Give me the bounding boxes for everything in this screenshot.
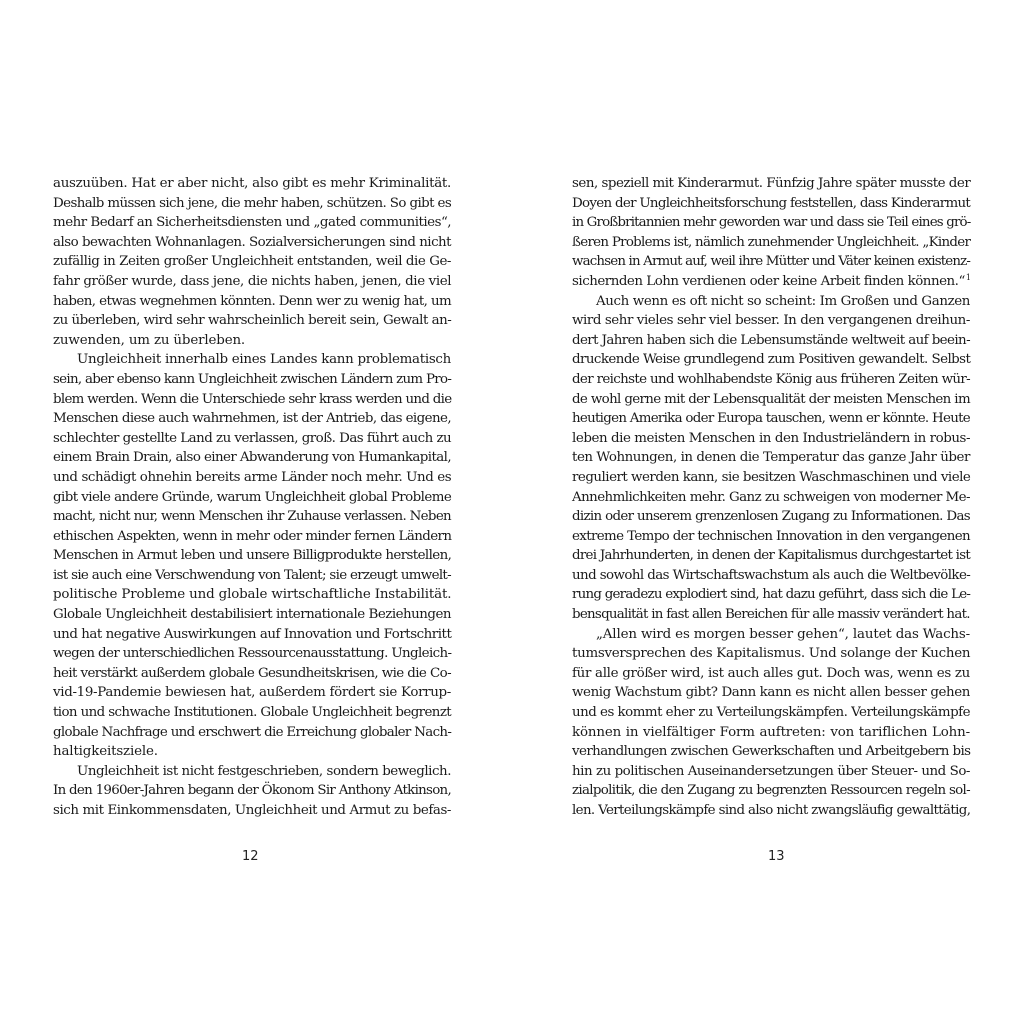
text-line-content: ist sie auch eine Verschwendung von Talent; sie erzeugt umwelt-: [53, 567, 451, 583]
text-line-content: und es kommt eher zu Verteilungskämpfen. Verteilungskämpfe: [572, 705, 970, 721]
text-line: [572, 703, 970, 723]
text-line-content: tion und schwache Institutionen. Globale Ungleichheit begrenzt: [53, 705, 452, 721]
text-line: [53, 527, 451, 547]
text-line: [53, 585, 451, 605]
text-line-content: und sowohl das Wirtschaftswachstum als auch die Weltbevölke-: [572, 567, 971, 583]
text-line-content: können in vielfältiger Form auftreten: von tariflichen Lohn-: [572, 724, 970, 740]
text-line-content: haben, etwas wegnehmen könnten. Denn wer zu wenig hat, um: [53, 293, 452, 309]
text-line: [53, 174, 451, 194]
text-line-content: vid-19-Pandemie bewiesen hat, außerdem fördert sie Korrup-: [53, 685, 451, 701]
left-page-text: [53, 174, 451, 821]
page-number: 12: [242, 849, 259, 864]
text-line: [572, 546, 970, 566]
text-line: [53, 507, 451, 527]
text-line-content: hin zu politischen Auseinandersetzungen über Steuer- und So-: [572, 763, 970, 779]
text-line-content: blem werden. Wenn die Unterschiede sehr krass werden und die: [53, 391, 452, 407]
text-line-content: extreme Tempo der technischen Innovation in den vergangenen: [572, 528, 970, 544]
text-line: [572, 625, 970, 645]
text-line: [53, 742, 451, 762]
text-line: [572, 409, 970, 429]
text-line-content: de wohl gerne mit der Lebensqualität der meisten Menschen im: [572, 391, 970, 407]
text-line: [53, 723, 451, 743]
text-line-content: sich mit Einkommensdaten, Ungleichheit und Armut zu befas-: [53, 803, 451, 818]
text-line: [572, 527, 970, 547]
text-line-content: zuwenden, um zu überleben.: [53, 332, 246, 348]
text-line: [53, 350, 451, 370]
text-line: [572, 174, 970, 194]
text-line-content: schlechter gestellte Land zu verlassen, groß. Das führt auch zu: [53, 430, 452, 446]
text-line: [572, 429, 970, 449]
text-line: [572, 488, 970, 508]
text-line: [53, 605, 451, 625]
text-line: [53, 292, 451, 312]
text-line-content: wird sehr vieles sehr viel besser. In den vergangenen dreihun-: [572, 313, 970, 329]
text-line-content: in Großbritannien mehr geworden war und dass sie Teil eines grö-: [572, 215, 971, 231]
text-line: [572, 311, 970, 331]
text-line-content: wachsen in Armut auf, weil ihre Mütter und Väter keinen existenz-: [572, 254, 971, 270]
text-line-content: Annehmlichkeiten mehr. Ganz zu schweigen von moderner Me-: [572, 489, 970, 505]
text-line-content: zu überleben, wird sehr wahrscheinlich bereit sein, Gewalt an-: [53, 313, 452, 329]
text-line-content: ten Wohnungen, in denen die Temperatur das ganze Jahr über: [572, 450, 970, 466]
text-line: [53, 801, 451, 821]
text-line: [572, 585, 970, 605]
text-line: [53, 625, 451, 645]
text-line-content: gibt viele andere Gründe, warum Ungleichheit global Probleme: [53, 489, 452, 505]
text-line-content: heutigen Amerika oder Europa tauschen, wenn er könnte. Heute: [572, 411, 970, 427]
text-line: [53, 311, 451, 331]
text-line: [572, 644, 970, 664]
text-line-content: haltigkeitsziele.: [53, 744, 158, 760]
text-line: [572, 390, 970, 410]
text-line-content: für alle größer wird, ist auch alles gut. Doch was, wenn es zu: [572, 665, 970, 681]
right-page-text: [572, 174, 970, 821]
page-number: 13: [768, 849, 785, 864]
text-line: [53, 370, 451, 390]
text-line-content: Auch wenn es oft nicht so scheint: Im Großen und Ganzen: [596, 293, 971, 309]
text-line-content: In den 1960er-Jahren begann der Ökonom Sir Anthony Atkinson,: [53, 783, 451, 799]
text-line: [572, 350, 970, 370]
text-line-content: einem Brain Drain, also einer Abwanderung von Humankapital,: [53, 450, 451, 466]
text-line: [53, 194, 451, 214]
text-line-content: reguliert werden kann, sie besitzen Waschmaschinen und viele: [572, 469, 971, 485]
text-line: [572, 331, 970, 351]
text-line: [53, 566, 451, 586]
text-line: [53, 213, 451, 233]
text-line: [572, 801, 970, 821]
text-line-content: mehr Bedarf an Sicherheitsdiensten und „gated communities“,: [53, 215, 452, 231]
text-line: [53, 762, 451, 782]
text-line: [53, 488, 451, 508]
text-line-content: drei Jahrhunderten, in denen der Kapitalismus durchgestartet ist: [572, 548, 971, 564]
text-line: [53, 331, 451, 351]
text-line: [53, 546, 451, 566]
text-line-content: politische Probleme und globale wirtschaftliche Instabilität.: [53, 587, 452, 603]
text-line-content: dizin oder unserem grenzenlosen Zugang zu Informationen. Das: [572, 509, 970, 525]
footnote-marker: 1: [965, 272, 971, 282]
text-line-content: Menschen diese auch wahrnehmen, ist der Antrieb, das eigene,: [53, 411, 451, 427]
text-line-content: fahr größer wurde, dass jene, die nichts haben, jenen, die viel: [53, 273, 452, 289]
text-line: [572, 272, 970, 292]
text-line-content: tumsversprechen des Kapitalismus. Und solange der Kuchen: [572, 646, 971, 662]
text-line-content: sichernden Lohn verdienen oder keine Arbeit finden können.“: [572, 273, 965, 289]
text-line-content: len. Verteilungskämpfe sind also nicht zwangsläufig gewalttätig,: [572, 803, 971, 818]
text-line: [53, 664, 451, 684]
text-line: [572, 213, 970, 233]
text-line: [572, 233, 970, 253]
text-line-content: wenig Wachstum gibt? Dann kann es nicht allen besser gehen: [572, 685, 970, 701]
text-line-content: verhandlungen zwischen Gewerkschaften und Arbeitgebern bis: [572, 744, 971, 760]
text-line: [53, 272, 451, 292]
text-line-content: heit verstärkt außerdem globale Gesundheitskrisen, wie die Co-: [53, 665, 451, 681]
text-line: [572, 762, 970, 782]
text-line: [572, 292, 970, 312]
text-line: [53, 390, 451, 410]
text-line-content: Doyen der Ungleichheitsforschung feststellen, dass Kinderarmut: [572, 195, 971, 211]
text-line: [572, 664, 970, 684]
text-line-content: Globale Ungleichheit destabilisiert internationale Beziehungen: [53, 607, 451, 623]
text-line: [572, 781, 970, 801]
text-line-content: leben die meisten Menschen in den Industrieländern in robus-: [572, 430, 971, 446]
text-line: [53, 781, 451, 801]
text-line: [53, 409, 451, 429]
text-line-content: und hat negative Auswirkungen auf Innovation und Fortschritt: [53, 626, 452, 642]
text-line: [572, 605, 970, 625]
text-line-content: sein, aber ebenso kann Ungleichheit zwischen Ländern zum Pro-: [53, 371, 452, 387]
text-line-content: sen, speziell mit Kinderarmut. Fünfzig Jahre später musste der: [572, 176, 971, 191]
text-line-content: dert Jahren haben sich die Lebensumstände weltweit auf beein-: [572, 332, 970, 348]
text-line: [572, 723, 970, 743]
text-line-content: wegen der unterschiedlichen Ressourcenausstattung. Ungleich-: [53, 646, 452, 662]
text-line-content: zufällig in Zeiten großer Ungleichheit entstanden, weil die Ge-: [53, 254, 451, 270]
text-line: [53, 683, 451, 703]
text-line: [53, 429, 451, 449]
text-line-content: und schädigt ohnehin bereits arme Länder noch mehr. Und es: [53, 469, 452, 485]
text-line: [53, 644, 451, 664]
text-line-content: der reichste und wohlhabendste König aus früheren Zeiten wür-: [572, 371, 971, 387]
text-line: [572, 683, 970, 703]
text-line: [572, 370, 970, 390]
text-line: [572, 566, 970, 586]
text-line-content: ßeren Problems ist, nämlich zunehmender Ungleichheit. „Kinder: [572, 234, 971, 250]
text-line-content: macht, nicht nur, wenn Menschen ihr Zuhause verlassen. Neben: [53, 509, 451, 525]
text-line-content: Menschen in Armut leben und unsere Billigprodukte herstellen,: [53, 548, 452, 564]
text-line-content: Deshalb müssen sich jene, die mehr haben, schützen. So gibt es: [53, 195, 452, 211]
text-line-content: ethischen Aspekten, wenn in mehr oder minder fernen Ländern: [53, 528, 452, 544]
text-line-content: zialpolitik, die den Zugang zu begrenzten Ressourcen regeln sol-: [572, 783, 970, 799]
text-line: [53, 233, 451, 253]
text-line-content: auszuüben. Hat er aber nicht, also gibt es mehr Kriminalität.: [53, 176, 451, 191]
text-line: [53, 468, 451, 488]
text-line-content: Ungleichheit innerhalb eines Landes kann problematisch: [77, 352, 451, 368]
right-page: [512, 0, 1024, 1024]
text-line: [53, 252, 451, 272]
text-line-content: Ungleichheit ist nicht festgeschrieben, sondern beweglich.: [77, 763, 451, 779]
text-line-content: globale Nachfrage und erschwert die Erreichung globaler Nach-: [53, 724, 452, 740]
text-line: [53, 448, 451, 468]
text-line: [572, 507, 970, 527]
text-line: [53, 703, 451, 723]
text-line-content: druckende Weise grundlegend zum Positiven gewandelt. Selbst: [572, 352, 971, 368]
text-line: [572, 252, 970, 272]
text-line: [572, 194, 970, 214]
text-line-content: rung geradezu explodiert sind, hat dazu geführt, dass sich die Le-: [572, 587, 971, 603]
text-line: [572, 742, 970, 762]
text-line-content: „Allen wird es morgen besser gehen“, lautet das Wachs-: [596, 626, 970, 642]
text-line: [572, 448, 970, 468]
text-line: [572, 468, 970, 488]
text-line-content: bensqualität in fast allen Bereichen für alle massiv verändert hat.: [572, 607, 970, 623]
text-line-content: also bewachten Wohnanlagen. Sozialversicherungen sind nicht: [53, 234, 451, 250]
